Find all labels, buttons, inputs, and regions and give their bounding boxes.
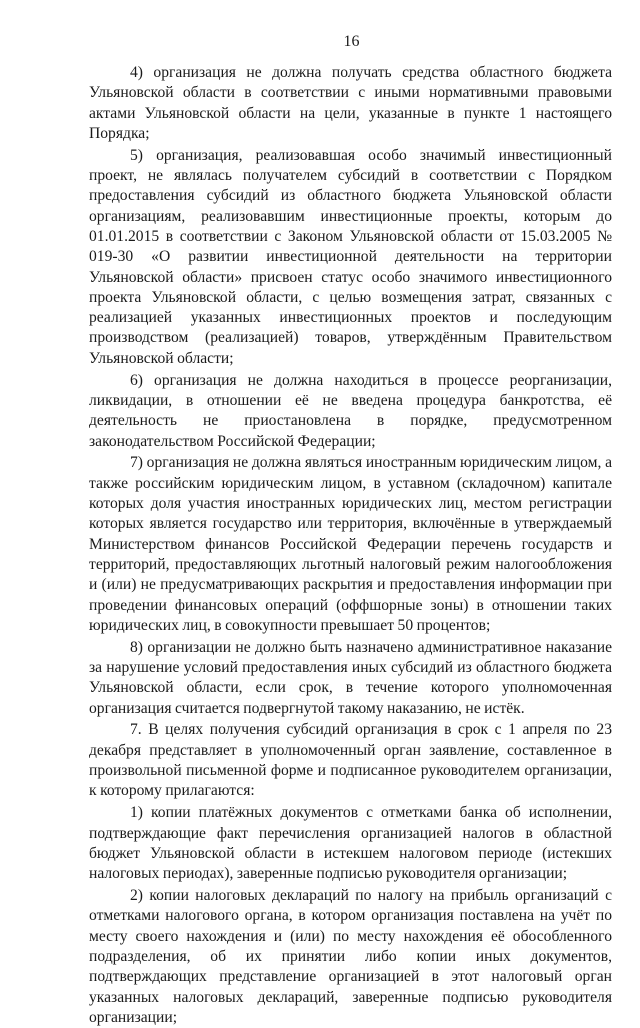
paragraph-clause-7: 7. В целях получения субсидий организация в срок с 1 апреля по 23 декабря представляет в уполномоченный орган заявление, составленное в произвольной письменной форме и подписанное руководителем организации, к которому прилагаются:	[89, 721, 612, 800]
paragraph-item-4: 4) организация не должна получать средства областного бюджета Ульяновской области в соответствии с иными нормативными правовыми актами Ульяновской области на цели, указанные в пункте 1 настоящего Порядка;	[89, 64, 612, 142]
paragraph-attachment-1: 1) копии платёжных документов с отметками банка об исполнении, подтверждающие факт перечисления организацией налогов в областной бюджет Ульяновской области в истекшем налоговом периоде (истекших налоговых периодах), заверенные подписью руководителя организации;	[89, 804, 612, 883]
paragraph-item-8: 8) организации не должно быть назначено административное наказание за нарушение условий предоставления иных субсидий из областного бюджета Ульяновской области, если срок, в течение которого уполномоченная организация считается подвергнутой такому наказанию, не истёк.	[89, 638, 612, 717]
page-number: 16	[343, 33, 360, 50]
paragraph-item-6: 6) организация не должна находиться в процессе реорганизации, ликвидации, в отношении её не введена процедура банкротства, её деятельность не приостановлена в порядке, предусмотренном законодательством Российской Федерации;	[89, 371, 612, 450]
paragraph-attachment-2: 2) копии налоговых деклараций по налогу на прибыль организаций с отметками налогового органа, в котором организация поставлена на учёт по месту своего нахождения и (или) по месту нахождения её обособленного подразделения, об их принятии либо копии иных документов, подтверждающих представление организацией в этот налоговый орган указанных налоговых деклараций, заверенные подписью руководителя организации;	[89, 887, 612, 1026]
paragraph-item-7: 7) организация не должна являться иностранным юридическим лицом, а также российским юридическим лицом, в уставном (складочном) капитале которых доля участия иностранных юридических лиц, местом регистрации которых является государство или территория, включённые в утверждаемый Министерством финансов Российской Федерации перечень государств и территорий, предоставляющих льготный налоговый режим налогообложения и (или) не предусматривающих раскрытия и предоставления информации при проведении финансовых операций (оффшорные зоны) в отношении таких юридических лиц, в совокупности превышает 50 процентов;	[89, 454, 612, 634]
paragraph-item-5: 5) организация, реализовавшая особо значимый инвестиционный проект, не являлась получателем субсидий в соответствии с Порядком предоставления субсидий из областного бюджета Ульяновской области организациям, реализовавшим инвестиционные проекты, которым до 01.01.2015 в соответствии с Законом Ульяновской области от 15.03.2005 № 019-30 «О развитии инвестиционной деятельности на территории Ульяновской области» присвоен статус особо значимого инвестиционного проекта Ульяновской области, с целью возмещения затрат, связанных с реализацией указанных инвестиционных проектов и последующим производством (реализацией) товаров, утверждённым Правительством Ульяновской области;	[89, 146, 612, 367]
